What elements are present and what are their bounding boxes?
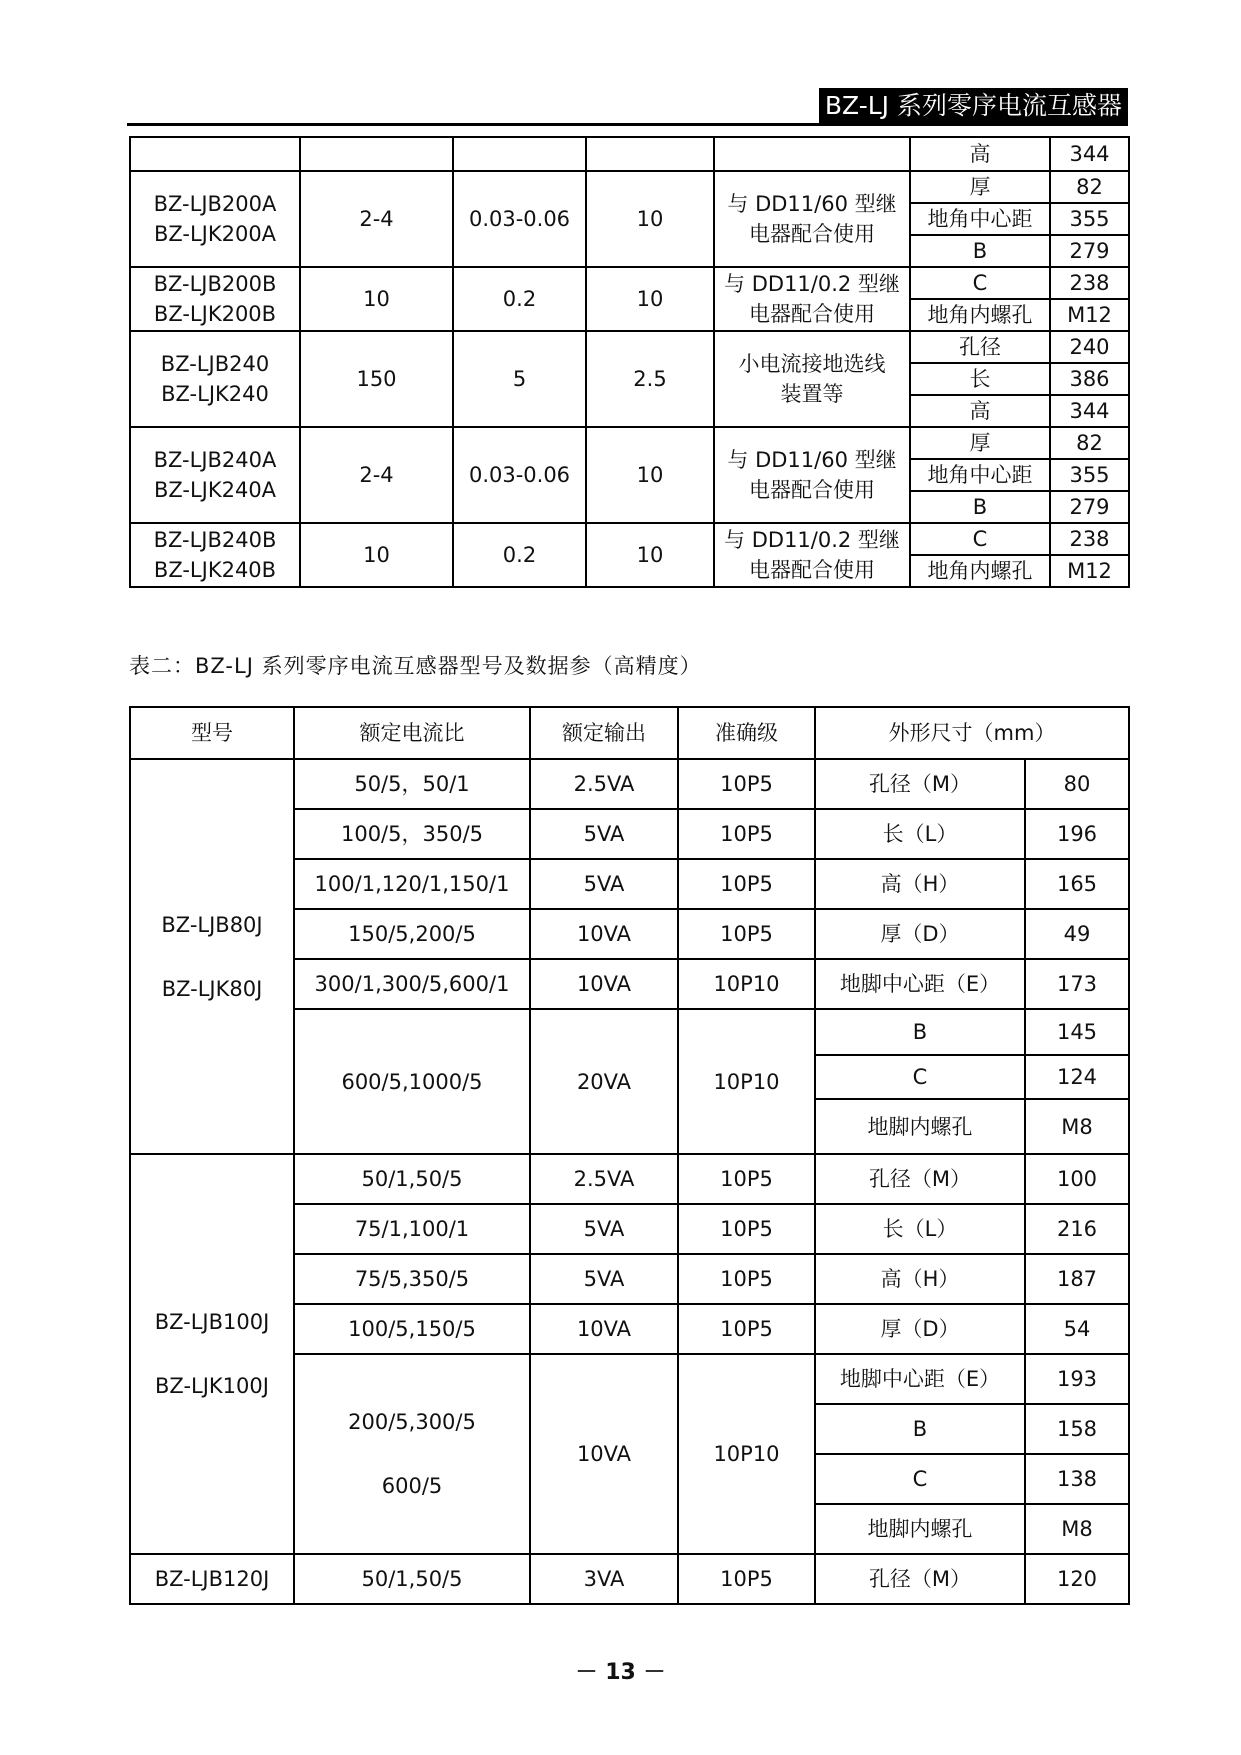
usage-cell [714, 171, 910, 267]
dim-label: 高（H） [815, 1254, 1025, 1304]
output-cell: 10VA [530, 1304, 678, 1354]
dim-label: 地脚中心距（E） [815, 1354, 1025, 1404]
table-row [130, 1554, 1129, 1604]
header-ratio: 额定电流比 [294, 707, 530, 759]
model-name: BZ-LJB100J [154, 1310, 270, 1334]
dim-value: 138 [1025, 1454, 1129, 1504]
document-header-title: BZ-LJ 系列零序电流互感器 [819, 88, 1128, 126]
dim-value: 82 [1050, 427, 1129, 459]
ratio-cell: 100/1,120/1,150/1 [294, 859, 530, 909]
dim-label: 孔径（M） [815, 1554, 1025, 1604]
dim-value: 49 [1025, 909, 1129, 959]
dim-value: 240 [1050, 331, 1129, 363]
model-name: BZ-LJK200A [153, 222, 277, 246]
accuracy-cell: 10P5 [678, 1204, 815, 1254]
value-cell: 2.5 [586, 331, 714, 427]
ratio-cell: 100/5，350/5 [294, 809, 530, 859]
dim-label: 地脚内螺孔 [815, 1099, 1025, 1154]
ratio-cell: 50/1,50/5 [294, 1554, 530, 1604]
accuracy-cell: 10P5 [678, 859, 815, 909]
empty-cell [714, 137, 910, 171]
ratio-cell: 75/1,100/1 [294, 1204, 530, 1254]
dim-value: 238 [1050, 523, 1129, 555]
table-header-row [130, 707, 1129, 759]
model-cell [130, 267, 300, 331]
usage-cell [714, 523, 910, 587]
dim-label: B [910, 235, 1050, 267]
ratio-cell: 600/5,1000/5 [294, 1009, 530, 1154]
dim-label: 厚 [910, 171, 1050, 203]
table-row [130, 267, 1129, 299]
output-cell: 3VA [530, 1554, 678, 1604]
dim-value: 187 [1025, 1254, 1129, 1304]
usage-cell [714, 267, 910, 331]
dim-value: 344 [1050, 395, 1129, 427]
value-cell: 10 [586, 267, 714, 331]
model-name: BZ-LJK200B [153, 302, 277, 326]
accuracy-cell: 10P10 [678, 959, 815, 1009]
ratio-text: 200/5,300/5 [348, 1410, 476, 1434]
dim-value: 344 [1050, 137, 1129, 171]
model-cell [130, 137, 300, 171]
value-cell: 10 [586, 523, 714, 587]
ratio-cell: 50/5，50/1 [294, 759, 530, 809]
table-row [130, 171, 1129, 203]
accuracy-cell: 10P5 [678, 1554, 815, 1604]
model-name: BZ-LJK240 [161, 382, 269, 406]
dim-label: 高（H） [815, 859, 1025, 909]
header-output: 额定输出 [530, 707, 678, 759]
dim-label: B [815, 1009, 1025, 1055]
accuracy-cell: 10P10 [678, 1009, 815, 1154]
value-cell: 0.03-0.06 [453, 427, 586, 523]
output-cell: 5VA [530, 859, 678, 909]
header-rule [127, 123, 1128, 126]
usage-text: 与 DD11/60 型继 [727, 192, 897, 216]
spec-table-continued [129, 136, 1130, 588]
dim-value: 355 [1050, 203, 1129, 235]
output-cell: 5VA [530, 809, 678, 859]
dim-label: B [910, 491, 1050, 523]
value-cell: 0.2 [453, 267, 586, 331]
output-cell: 10VA [530, 1354, 678, 1554]
dim-label: 地角内螺孔 [910, 299, 1050, 331]
dim-value: 216 [1025, 1204, 1129, 1254]
dim-label: 地角中心距 [910, 203, 1050, 235]
model-cell [130, 427, 300, 523]
dim-label: 长 [910, 363, 1050, 395]
value-cell: 0.03-0.06 [453, 171, 586, 267]
model-cell [130, 1154, 294, 1554]
high-precision-spec-table [129, 706, 1130, 1605]
usage-cell [714, 331, 910, 427]
table-row [130, 137, 1129, 171]
value-cell: 10 [586, 171, 714, 267]
table-row [130, 759, 1129, 809]
accuracy-cell: 10P5 [678, 759, 815, 809]
dim-value: 82 [1050, 171, 1129, 203]
dim-label: 孔径（M） [815, 759, 1025, 809]
dim-label: 长（L） [815, 809, 1025, 859]
dim-value: 279 [1050, 235, 1129, 267]
dim-value: 279 [1050, 491, 1129, 523]
empty-cell [453, 137, 586, 171]
dim-label: 地角内螺孔 [910, 555, 1050, 587]
ratio-cell: 75/5,350/5 [294, 1254, 530, 1304]
model-name: BZ-LJK80J [161, 976, 263, 1001]
page-number: － 13 － [575, 1660, 666, 1685]
ratio-text: 600/5 [381, 1474, 443, 1498]
ratio-cell: 300/1,300/5,600/1 [294, 959, 530, 1009]
dim-value: 355 [1050, 459, 1129, 491]
table-row [130, 523, 1129, 555]
dim-label: 孔径（M） [815, 1154, 1025, 1204]
model-name: BZ-LJB240 [160, 352, 270, 376]
dim-value: 100 [1025, 1154, 1129, 1204]
accuracy-cell: 10P5 [678, 909, 815, 959]
model-name: BZ-LJK240A [153, 478, 277, 502]
accuracy-cell: 10P5 [678, 1304, 815, 1354]
dim-value: 165 [1025, 859, 1129, 909]
dim-label: 地角中心距 [910, 459, 1050, 491]
dim-value: 173 [1025, 959, 1129, 1009]
model-cell [130, 523, 300, 587]
dim-value: 238 [1050, 267, 1129, 299]
model-name: BZ-LJB80J [161, 912, 263, 937]
dim-label: C [815, 1055, 1025, 1099]
dim-value: 196 [1025, 809, 1129, 859]
dim-label: 长（L） [815, 1204, 1025, 1254]
usage-text: 装置等 [780, 382, 844, 406]
usage-text: 与 DD11/60 型继 [727, 448, 897, 472]
dim-label: 地脚中心距（E） [815, 959, 1025, 1009]
model-cell [130, 759, 294, 1154]
model-name: BZ-LJK100J [155, 1374, 269, 1398]
dim-label: 孔径 [910, 331, 1050, 363]
output-cell: 20VA [530, 1009, 678, 1154]
dim-label: 地脚内螺孔 [815, 1504, 1025, 1554]
value-cell: 2-4 [300, 171, 453, 267]
output-cell: 10VA [530, 959, 678, 1009]
dim-label: 厚 [910, 427, 1050, 459]
value-cell: 150 [300, 331, 453, 427]
table-row [130, 427, 1129, 459]
header-accuracy: 准确级 [678, 707, 815, 759]
output-cell: 10VA [530, 909, 678, 959]
model-cell: BZ-LJB120J [130, 1554, 294, 1604]
ratio-cell: 100/5,150/5 [294, 1304, 530, 1354]
dim-label: C [910, 267, 1050, 299]
usage-text: 小电流接地选线 [738, 352, 886, 376]
model-name: BZ-LJB240B [153, 528, 277, 552]
table-row [130, 331, 1129, 363]
usage-text: 电器配合使用 [749, 478, 875, 502]
dim-label: 高 [910, 395, 1050, 427]
empty-cell [300, 137, 453, 171]
output-cell: 2.5VA [530, 1154, 678, 1204]
value-cell: 10 [300, 523, 453, 587]
usage-cell [714, 427, 910, 523]
dim-value: 193 [1025, 1354, 1129, 1404]
value-cell: 0.2 [453, 523, 586, 587]
model-name: BZ-LJB200A [153, 192, 277, 216]
dim-label: 厚（D） [815, 909, 1025, 959]
dim-value: 158 [1025, 1404, 1129, 1454]
dim-value: 124 [1025, 1055, 1129, 1099]
output-cell: 5VA [530, 1254, 678, 1304]
dim-label: 厚（D） [815, 1304, 1025, 1354]
dim-value: M12 [1050, 555, 1129, 587]
accuracy-cell: 10P5 [678, 1254, 815, 1304]
value-cell: 5 [453, 331, 586, 427]
usage-text: 电器配合使用 [749, 558, 875, 582]
empty-cell [586, 137, 714, 171]
dim-value: M12 [1050, 299, 1129, 331]
ratio-cell: 50/1,50/5 [294, 1154, 530, 1204]
dim-label: C [910, 523, 1050, 555]
ratio-cell: 150/5,200/5 [294, 909, 530, 959]
dim-value: 386 [1050, 363, 1129, 395]
dim-value: 54 [1025, 1304, 1129, 1354]
model-name: BZ-LJK240B [153, 558, 277, 582]
usage-text: 电器配合使用 [749, 222, 875, 246]
model-cell [130, 331, 300, 427]
dim-value: M8 [1025, 1099, 1129, 1154]
output-cell: 2.5VA [530, 759, 678, 809]
model-name: BZ-LJB240A [153, 448, 277, 472]
model-name: BZ-LJB200B [153, 272, 277, 296]
header-dimensions: 外形尺寸（mm） [815, 707, 1129, 759]
value-cell: 10 [586, 427, 714, 523]
value-cell: 2-4 [300, 427, 453, 523]
dim-value: 120 [1025, 1554, 1129, 1604]
header-model: 型号 [130, 707, 294, 759]
usage-text: 电器配合使用 [749, 302, 875, 326]
dim-value: M8 [1025, 1504, 1129, 1554]
dim-value: 80 [1025, 759, 1129, 809]
dim-label: 高 [910, 137, 1050, 171]
dim-value: 145 [1025, 1009, 1129, 1055]
table2-caption: 表二：BZ-LJ 系列零序电流互感器型号及数据参（高精度） [129, 654, 702, 678]
model-cell [130, 171, 300, 267]
table-row [130, 1154, 1129, 1204]
dim-label: C [815, 1454, 1025, 1504]
accuracy-cell: 10P5 [678, 1154, 815, 1204]
ratio-cell [294, 1354, 530, 1554]
accuracy-cell: 10P10 [678, 1354, 815, 1554]
usage-text: 与 DD11/0.2 型继 [724, 272, 900, 296]
usage-text: 与 DD11/0.2 型继 [724, 528, 900, 552]
output-cell: 5VA [530, 1204, 678, 1254]
dim-label: B [815, 1404, 1025, 1454]
value-cell: 10 [300, 267, 453, 331]
accuracy-cell: 10P5 [678, 809, 815, 859]
